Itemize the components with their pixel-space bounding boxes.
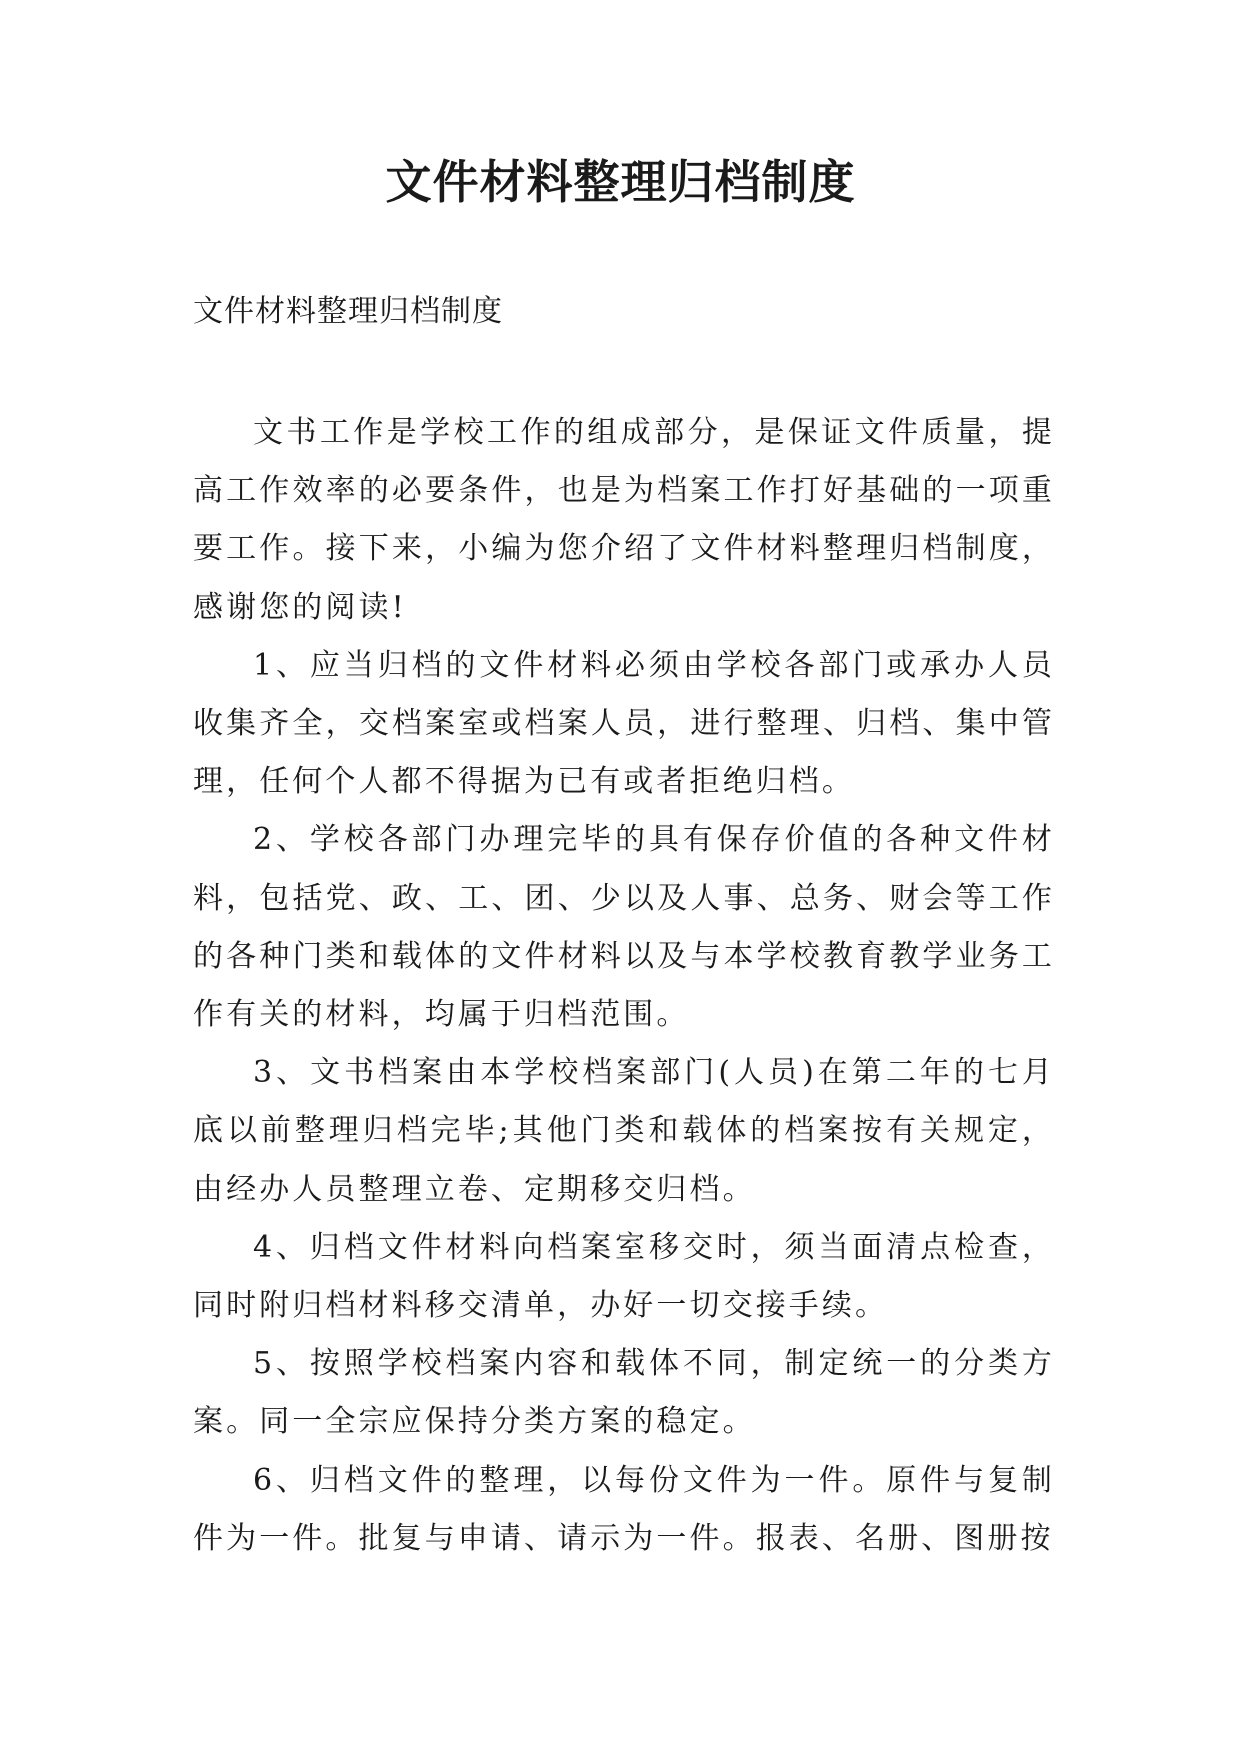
document-body <box>193 404 1055 1568</box>
paragraph-item-1: 1、应当归档的文件材料必须由学校各部门或承办人员收集齐全，交档案室或档案人员，进行整理、归档、集中管理，任何个人都不得据为已有或者拒绝归档。 <box>193 647 1055 800</box>
paragraph-item-2: 2、学校各部门办理完毕的具有保存价值的各种文件材料，包括党、政、工、团、少以及人事、总务、财会等工作的各种门类和载体的文件材料以及与本学校教育教学业务工作有关的材料，均属于归档范围。 <box>193 822 1055 1033</box>
paragraph-item-3: 3、文书档案由本学校档案部门(人员)在第二年的七月底以前整理归档完毕;其他门类和载体的档案按有关规定，由经办人员整理立卷、定期移交归档。 <box>193 1055 1055 1207</box>
paragraph-item-5: 5、按照学校档案内容和载体不同，制定统一的分类方案。同一全宗应保持分类方案的稳定。 <box>193 1346 1055 1440</box>
paragraph-item-6: 6、归档文件的整理，以每份文件为一件。原件与复制件为一件。批复与申请、请示为一件。报表、名册、图册按 <box>193 1462 1055 1556</box>
paragraph-item-4: 4、归档文件材料向档案室移交时，须当面清点检查，同时附归档材料移交清单，办好一切交接手续。 <box>193 1229 1055 1324</box>
paragraph-intro: 文书工作是学校工作的组成部分，是保证文件质量，提高工作效率的必要条件，也是为档案工作打好基础的一项重要工作。接下来，小编为您介绍了文件材料整理归档制度，感谢您的阅读! <box>193 415 1055 625</box>
document-title: 文件材料整理归档制度 <box>385 155 856 209</box>
document-subtitle: 文件材料整理归档制度 <box>193 294 503 329</box>
